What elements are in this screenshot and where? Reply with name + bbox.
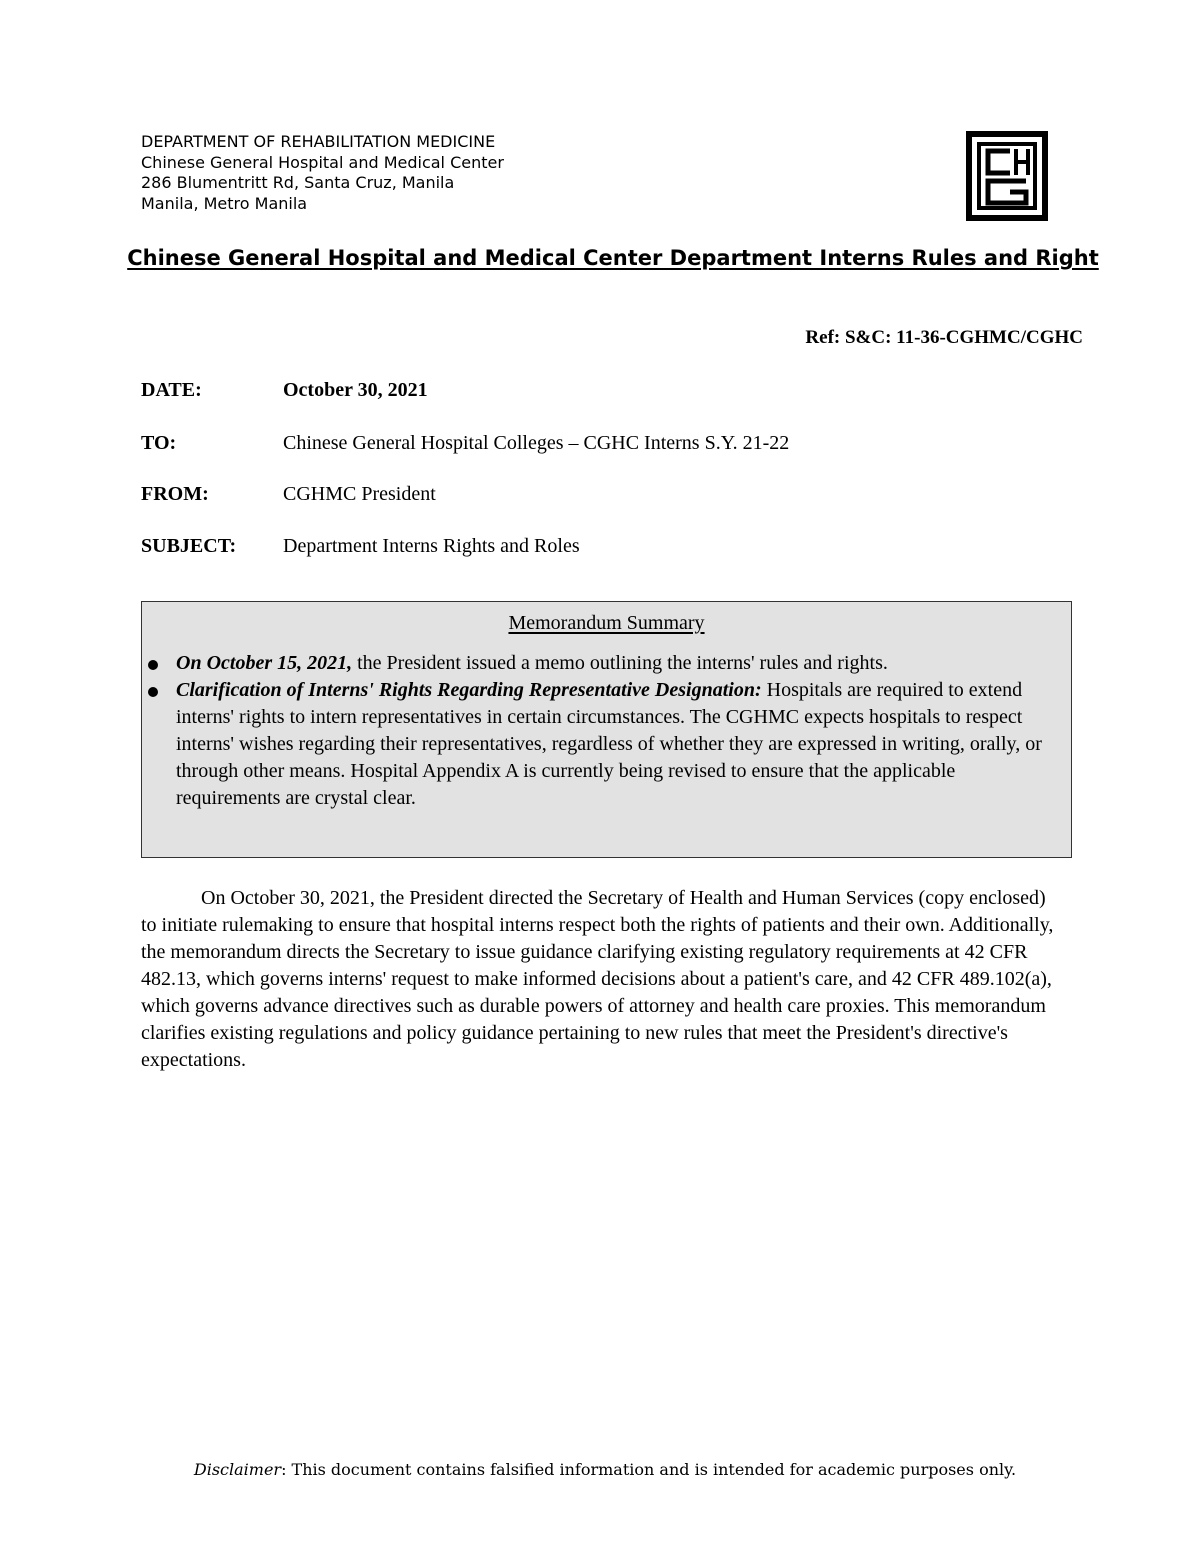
date-label: DATE: <box>141 379 202 401</box>
bullet-lead: On October 15, 2021, <box>176 652 353 674</box>
summary-bullet-list <box>176 650 1056 812</box>
subject-value: Department Interns Rights and Roles <box>283 535 580 557</box>
disclaimer <box>0 1460 1200 1479</box>
bullet-icon <box>148 660 158 670</box>
address-line: 286 Blumentritt Rd, Santa Cruz, Manila <box>141 173 455 192</box>
reference-number: Ref: S&C: 11-36-CGHMC/CGHC <box>805 327 1083 348</box>
department-name: DEPARTMENT OF REHABILITATION MEDICINE <box>141 132 496 151</box>
subject-label: SUBJECT: <box>141 535 237 557</box>
to-label: TO: <box>141 432 177 454</box>
hospital-name: Chinese General Hospital and Medical Center <box>141 152 504 172</box>
memorandum-summary-box <box>141 601 1072 858</box>
to-value: Chinese General Hospital Colleges – CGHC Interns S.Y. 21-22 <box>283 432 790 454</box>
letterhead <box>141 132 504 214</box>
disclaimer-label: Disclaimer <box>193 1460 282 1479</box>
date-value: October 30, 2021 <box>283 379 428 401</box>
bullet-text: the President issued a memo outlining the interns' rules and rights. <box>352 652 888 674</box>
summary-bullet <box>176 677 1056 812</box>
from-value: CGHMC President <box>283 483 436 505</box>
bullet-lead: Clarification of Interns' Rights Regarding Representative Designation: <box>176 679 762 701</box>
disclaimer-text: : This document contains falsified information and is intended for academic purposes only. <box>281 1460 1017 1479</box>
from-label: FROM: <box>141 483 209 505</box>
bullet-icon <box>148 687 158 697</box>
hospital-logo <box>966 131 1048 221</box>
bullet-text: Hospitals are required to extend interns' rights to intern representatives in certain circumstances. The CGHMC expects hospitals to respect interns' wishes regarding their representatives, regardless of whether they are expressed in writing, orally, or through other means. Hospital Appendix A is currently being revised to ensure that the applicable requirements are crystal clear. <box>176 679 1042 809</box>
summary-title: Memorandum Summary <box>508 612 705 634</box>
document-title: Chinese General Hospital and Medical Center Department Interns Rules and Right <box>127 246 1099 270</box>
summary-bullet <box>176 650 1056 677</box>
memo-body-paragraph: On October 30, 2021, the President directed the Secretary of Health and Human Services (copy enclosed) to initiate rulemaking to ensure that hospital interns respect both the rights of patients and their own. Additionally, the memorandum directs the Secretary to issue guidance clarifying existing regulatory requirements at 42 CFR 482.13, which governs interns' request to make informed decisions about a patient's care, and 42 CFR 489.102(a), which governs advance directives such as durable powers of attorney and health care proxies. This memorandum clarifies existing regulations and policy guidance pertaining to new rules that meet the President's directive's expectations. <box>141 887 1054 1071</box>
city-line: Manila, Metro Manila <box>141 193 308 213</box>
